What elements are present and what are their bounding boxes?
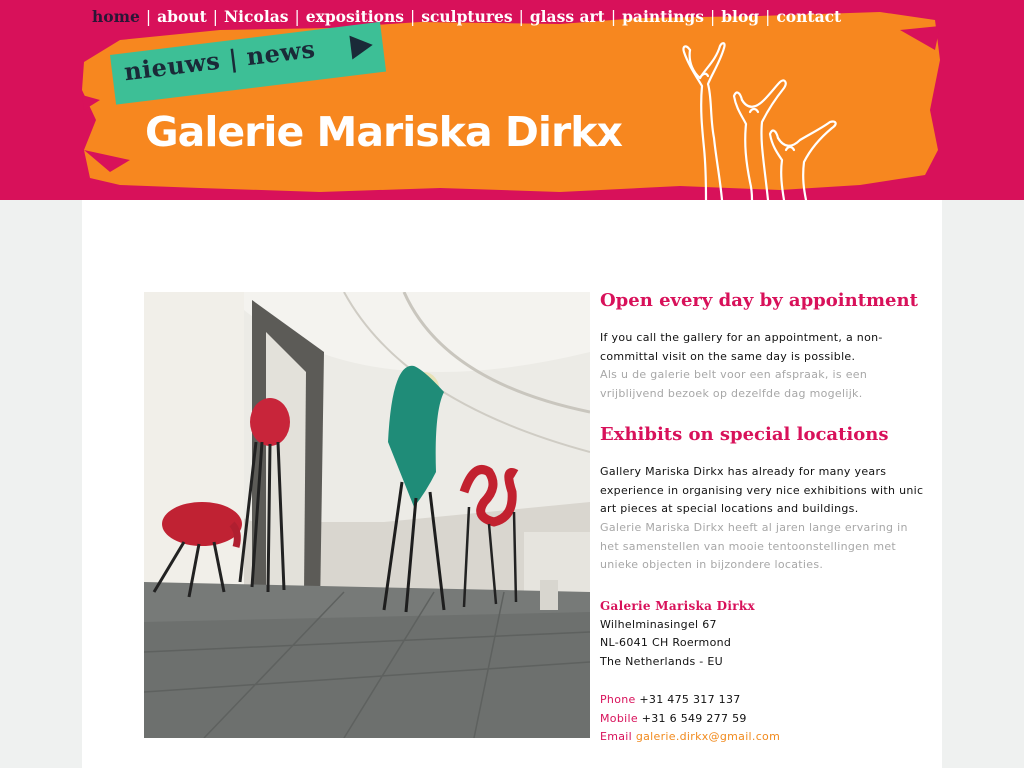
site-header: [0, 0, 1024, 200]
nav-separator: |: [610, 8, 617, 26]
paragraph-nl: Als u de galerie belt voor een afspraak, is een vrijblijvend bezoek op dezelfde dag mogelijk.: [600, 368, 868, 401]
info-column: [600, 290, 930, 747]
nav-sculptures[interactable]: sculptures: [421, 7, 513, 26]
nav-home[interactable]: home: [92, 7, 140, 26]
nav-separator: |: [410, 8, 416, 26]
mobile-value: +31 6 549 277 59: [641, 711, 747, 725]
email-label: Email: [600, 730, 633, 744]
paragraph-en: Gallery Mariska Dirkx has already for many years experience in organising very nice exhibitions with unic art pieces at special locations and buildings.: [600, 464, 924, 516]
nav-glass-art[interactable]: glass art: [529, 7, 605, 26]
paragraph-nl: Galerie Mariska Dirkx heeft al jaren lange ervaring in het samenstellen van mooie tentoonstellingen met unieke objecten in bijzondere locaties.: [600, 520, 908, 572]
nav-nicolas[interactable]: Nicolas: [224, 7, 289, 26]
nav-separator: |: [518, 8, 524, 26]
main-content: [82, 200, 942, 768]
paragraph-en: If you call the gallery for an appointment, a non-committal visit on the same day is possible.: [600, 331, 883, 363]
phone-value: +31 475 317 137: [639, 692, 741, 706]
nav-separator: |: [765, 8, 771, 26]
nav-about[interactable]: about: [157, 7, 207, 26]
news-button-label: nieuws | news: [122, 34, 317, 87]
nav-contact[interactable]: contact: [776, 7, 842, 26]
address-street: Wilhelminasingel 67: [600, 617, 717, 631]
email-link[interactable]: galerie.dirkx@gmail.com: [635, 730, 781, 744]
gallery-photo: [144, 292, 590, 738]
mobile-row: [600, 710, 930, 729]
mobile-label: Mobile: [600, 711, 638, 725]
nav-separator: |: [294, 8, 300, 26]
address-country: The Netherlands - EU: [600, 655, 723, 669]
section-title: Exhibits on special locations: [600, 423, 889, 445]
nav-separator: |: [212, 8, 218, 26]
contact-block: [600, 691, 930, 747]
nav-blog[interactable]: blog: [721, 7, 760, 26]
nav-separator: |: [709, 8, 716, 26]
play-arrow-icon: [349, 33, 374, 60]
address-block: [600, 597, 930, 672]
section-title: Open every day by appointment: [600, 290, 918, 311]
nav-paintings[interactable]: paintings: [622, 7, 704, 26]
address-name: Galerie Mariska Dirkx: [600, 599, 755, 614]
nav-separator: |: [145, 8, 152, 26]
email-row: [600, 728, 930, 747]
site-logo: Galerie Mariska Dirkx: [145, 108, 622, 156]
phone-row: [600, 691, 930, 710]
dancing-figures-icon: [660, 38, 860, 200]
address-city: NL-6041 CH Roermond: [600, 636, 732, 650]
phone-label: Phone: [600, 692, 636, 706]
main-nav: [92, 7, 841, 26]
nav-expositions[interactable]: expositions: [305, 7, 405, 26]
